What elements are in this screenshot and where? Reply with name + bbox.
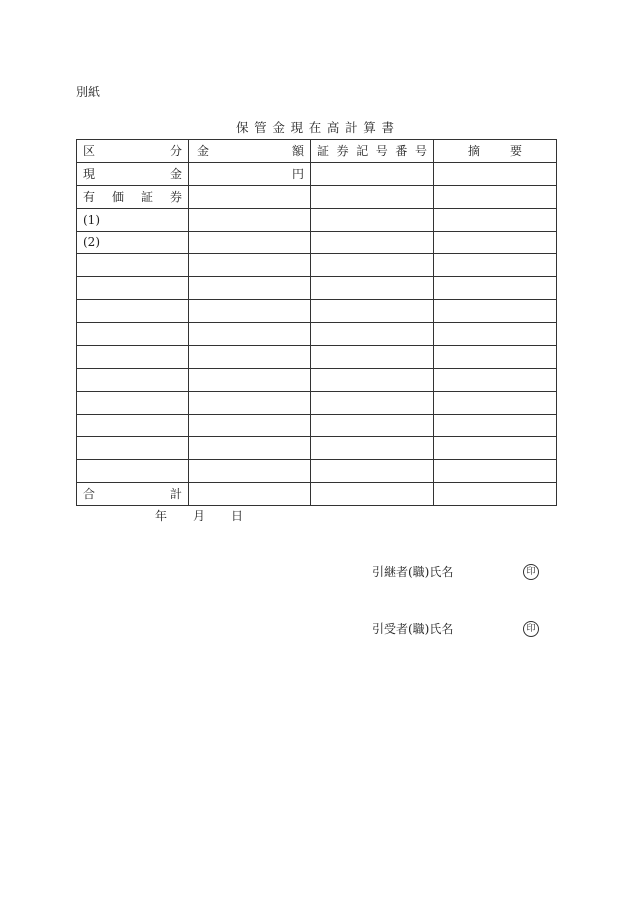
table-cell xyxy=(311,483,434,506)
table-cell xyxy=(77,460,189,483)
header-securities-number: 証券記号番号 xyxy=(311,140,434,163)
amount-cell xyxy=(189,185,311,208)
table-cell xyxy=(434,483,557,506)
date-line xyxy=(155,508,243,524)
table-row-total xyxy=(77,483,557,506)
table-cell xyxy=(189,323,311,346)
table-row-blank xyxy=(77,277,557,300)
table-cell xyxy=(189,254,311,277)
table-cell xyxy=(434,345,557,368)
table-cell xyxy=(77,323,189,346)
header-amount: 金額 xyxy=(189,140,311,163)
attachment-label: 別紙 xyxy=(76,85,101,99)
securities-number-cell xyxy=(311,208,434,231)
month-label: 月 xyxy=(193,509,206,523)
table-cell xyxy=(434,437,557,460)
table-cell xyxy=(311,368,434,391)
table-cell xyxy=(311,345,434,368)
table-row-blank xyxy=(77,300,557,323)
table-cell xyxy=(311,323,434,346)
table-row-blank xyxy=(77,460,557,483)
table-cell xyxy=(311,254,434,277)
table-cell xyxy=(189,414,311,437)
table-cell xyxy=(189,345,311,368)
remarks-cell xyxy=(434,208,557,231)
day-label: 日 xyxy=(231,509,244,523)
table-cell xyxy=(189,391,311,414)
category-cell: 現金 xyxy=(77,162,189,185)
table-cell xyxy=(434,391,557,414)
remarks-cell xyxy=(434,162,557,185)
table-row-blank xyxy=(77,345,557,368)
table-cell xyxy=(434,277,557,300)
table-row-blank xyxy=(77,414,557,437)
table-cell xyxy=(77,345,189,368)
securities-number-cell xyxy=(311,162,434,185)
remarks-cell xyxy=(434,185,557,208)
table-cell xyxy=(311,460,434,483)
remarks-cell xyxy=(434,231,557,254)
table-cell xyxy=(189,368,311,391)
amount-cell: 円 xyxy=(189,162,311,185)
table-row-cash xyxy=(77,162,557,185)
table-cell xyxy=(77,391,189,414)
table-row-blank xyxy=(77,254,557,277)
table-row-blank xyxy=(77,368,557,391)
table-cell xyxy=(311,414,434,437)
total-label-cell: 合計 xyxy=(77,483,189,506)
table-cell xyxy=(77,277,189,300)
table-cell xyxy=(434,460,557,483)
table-cell xyxy=(434,254,557,277)
table-row-blank xyxy=(77,323,557,346)
header-remarks: 摘要 xyxy=(434,140,557,163)
table-cell xyxy=(189,437,311,460)
category-cell: (1) xyxy=(77,208,189,231)
table-cell xyxy=(77,437,189,460)
amount-cell xyxy=(189,231,311,254)
table-cell xyxy=(311,277,434,300)
table-cell xyxy=(77,254,189,277)
transferee-name-label: 引受者(職)氏名 xyxy=(372,622,454,636)
table-cell xyxy=(434,300,557,323)
table-cell xyxy=(434,323,557,346)
table-cell xyxy=(189,460,311,483)
amount-cell xyxy=(189,208,311,231)
table-cell xyxy=(77,300,189,323)
table-row-item-2 xyxy=(77,231,557,254)
transferor-name-label: 引継者(職)氏名 xyxy=(372,565,454,579)
table-header-row xyxy=(77,140,557,163)
table-cell xyxy=(311,391,434,414)
table-cell xyxy=(77,414,189,437)
total-amount-cell xyxy=(189,483,311,506)
table-row-item-1 xyxy=(77,208,557,231)
table-cell xyxy=(434,414,557,437)
category-cell: 有価証券 xyxy=(77,185,189,208)
table-row-blank xyxy=(77,391,557,414)
table-row-securities xyxy=(77,185,557,208)
table-row-blank xyxy=(77,437,557,460)
seal-icon: 印 xyxy=(523,621,539,637)
document-title: 保管金現在高計算書 xyxy=(236,120,394,135)
table-cell xyxy=(189,300,311,323)
table-cell xyxy=(77,368,189,391)
category-cell: (2) xyxy=(77,231,189,254)
securities-number-cell xyxy=(311,231,434,254)
table-cell xyxy=(311,300,434,323)
year-label: 年 xyxy=(155,509,168,523)
table-cell xyxy=(434,368,557,391)
table-cell xyxy=(311,437,434,460)
header-category: 区分 xyxy=(77,140,189,163)
holdings-table xyxy=(76,139,557,506)
table-cell xyxy=(189,277,311,300)
seal-icon: 印 xyxy=(523,564,539,580)
securities-number-cell xyxy=(311,185,434,208)
